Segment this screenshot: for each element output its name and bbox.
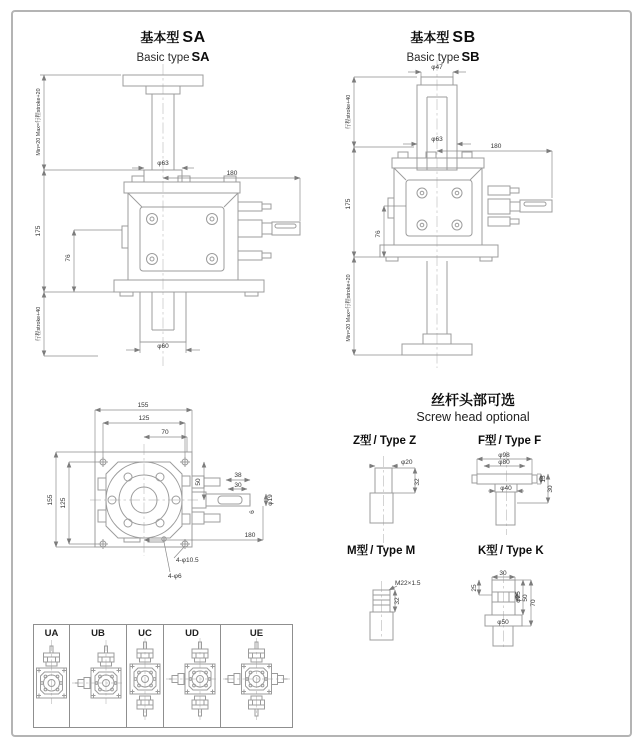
sa-title-code: SA bbox=[182, 29, 206, 46]
sb-dim-175: 175 bbox=[345, 198, 352, 210]
sb-drawing bbox=[338, 52, 623, 382]
type-k-drawing bbox=[465, 550, 580, 650]
sa-dim-top-stroke: Min=20 Max=行程stroke+20 bbox=[36, 88, 42, 156]
variant-ub-drawing bbox=[70, 636, 126, 724]
sb-title-code: SB bbox=[452, 29, 476, 46]
tv-dim-6: 6 bbox=[249, 510, 256, 514]
type-k-label-zh: K型 bbox=[478, 545, 498, 557]
sb-dim-top-stroke: 行程stroke+40 bbox=[346, 94, 352, 130]
variant-ua-label: UA bbox=[44, 628, 59, 639]
k-dim-70: 70 bbox=[530, 599, 537, 607]
sb-subtitle-code: SB bbox=[461, 49, 480, 65]
variant-ub-label: UB bbox=[91, 628, 105, 639]
sb-geometry bbox=[380, 77, 552, 355]
type-f-drawing bbox=[470, 443, 585, 543]
sa-title-zh: 基本型 bbox=[140, 30, 180, 45]
type-z-label-en: / Type Z bbox=[373, 435, 417, 447]
tv-dim-155w: 155 bbox=[137, 402, 149, 409]
f-dim-30: 30 bbox=[547, 485, 554, 493]
variant-ue-label: UE bbox=[249, 628, 264, 639]
tv-dim-dia19: φ19 bbox=[267, 494, 274, 506]
sb-dim-76: 76 bbox=[375, 230, 382, 238]
tv-dim-125h: 125 bbox=[60, 497, 67, 509]
k-dim-dia25: φ25 bbox=[515, 591, 522, 603]
screw-head-title-en: Screw head optional bbox=[416, 410, 530, 424]
top-view-drawing bbox=[38, 392, 310, 590]
sb-dim-dia63: φ63 bbox=[431, 136, 443, 143]
sb-dim-180: 180 bbox=[490, 143, 502, 150]
sa-geometry bbox=[114, 75, 300, 342]
variant-ue-drawing bbox=[221, 636, 292, 724]
sa-subtitle: Basic type bbox=[136, 52, 190, 65]
type-f-label-en: / Type F bbox=[498, 435, 542, 447]
f-dim-dia80: φ80 bbox=[498, 459, 510, 466]
variant-ud-label: UD bbox=[185, 628, 199, 639]
tv-dim-38: 38 bbox=[234, 472, 242, 479]
variant-ud-drawing bbox=[164, 636, 220, 724]
screw-head-title bbox=[335, 390, 611, 424]
tv-dim-30: 30 bbox=[234, 482, 242, 489]
tv-dim-50: 50 bbox=[195, 478, 202, 486]
top-view-geometry bbox=[95, 452, 250, 549]
variant-ub bbox=[69, 624, 127, 728]
z-dim-32: 32 bbox=[414, 478, 421, 486]
m-dim-thread: M22×1.5 bbox=[395, 580, 421, 587]
tv-dim-180: 180 bbox=[244, 532, 256, 539]
sb-title-zh: 基本型 bbox=[410, 30, 450, 45]
tv-dim-155h: 155 bbox=[47, 494, 54, 506]
type-z-label-zh: Z型 bbox=[353, 435, 372, 447]
sb-subtitle: Basic type bbox=[406, 52, 460, 65]
sa-drawing bbox=[28, 58, 313, 376]
f-dim-dia98: φ98 bbox=[498, 452, 510, 459]
k-dim-dia50: φ50 bbox=[497, 619, 509, 626]
z-dim-dia20: φ20 bbox=[401, 459, 413, 466]
sa-dim-dia60: φ60 bbox=[157, 343, 169, 350]
type-m-label-zh: M型 bbox=[347, 545, 369, 557]
sb-dim-dia47: φ47 bbox=[431, 64, 443, 71]
f-dim-13: 13 bbox=[540, 475, 547, 483]
m-dim-32: 32 bbox=[394, 597, 401, 605]
sa-subtitle-code: SA bbox=[191, 49, 210, 65]
variant-ue bbox=[220, 624, 293, 728]
sa-dim-76: 76 bbox=[65, 254, 72, 262]
sa-dim-bottom-stroke: 行程stroke+40 bbox=[36, 306, 42, 342]
tv-dim-70: 70 bbox=[161, 429, 169, 436]
k-dim-50: 50 bbox=[522, 594, 529, 602]
variant-ud bbox=[163, 624, 221, 728]
sa-dim-dia63: φ63 bbox=[157, 160, 169, 167]
sa-dim-180: 180 bbox=[226, 170, 238, 177]
k-dim-25: 25 bbox=[471, 584, 478, 592]
sb-dim-lines bbox=[354, 72, 552, 355]
screw-head-section bbox=[335, 390, 623, 650]
type-f-label-zh: F型 bbox=[478, 435, 497, 447]
f-dim-dia40: φ40 bbox=[500, 485, 512, 492]
screw-head-title-zh: 丝杆头部可选 bbox=[431, 392, 515, 408]
variant-uc-label: UC bbox=[138, 628, 152, 639]
type-k-label-en: / Type K bbox=[499, 545, 544, 557]
tv-dim-holes-small: 4-φ6 bbox=[168, 573, 182, 580]
type-z-drawing bbox=[355, 448, 445, 548]
tv-dim-125w: 125 bbox=[138, 415, 150, 422]
type-m-label-en: / Type M bbox=[370, 545, 416, 557]
k-dim-30: 30 bbox=[499, 570, 507, 577]
variant-uc-drawing bbox=[127, 636, 163, 724]
variant-uc bbox=[126, 624, 164, 728]
variant-ua-drawing bbox=[34, 636, 69, 724]
variant-ua bbox=[33, 624, 70, 728]
variant-row bbox=[33, 624, 293, 728]
type-m-drawing bbox=[353, 555, 453, 640]
type-z-label bbox=[353, 432, 416, 448]
sb-dim-bottom-stroke: Min=20 Max=行程stroke+20 bbox=[346, 274, 352, 342]
tv-dim-holes-large: 4-φ10.5 bbox=[176, 557, 199, 564]
sa-dim-175: 175 bbox=[35, 225, 42, 237]
sa-dim-lines bbox=[40, 75, 300, 356]
